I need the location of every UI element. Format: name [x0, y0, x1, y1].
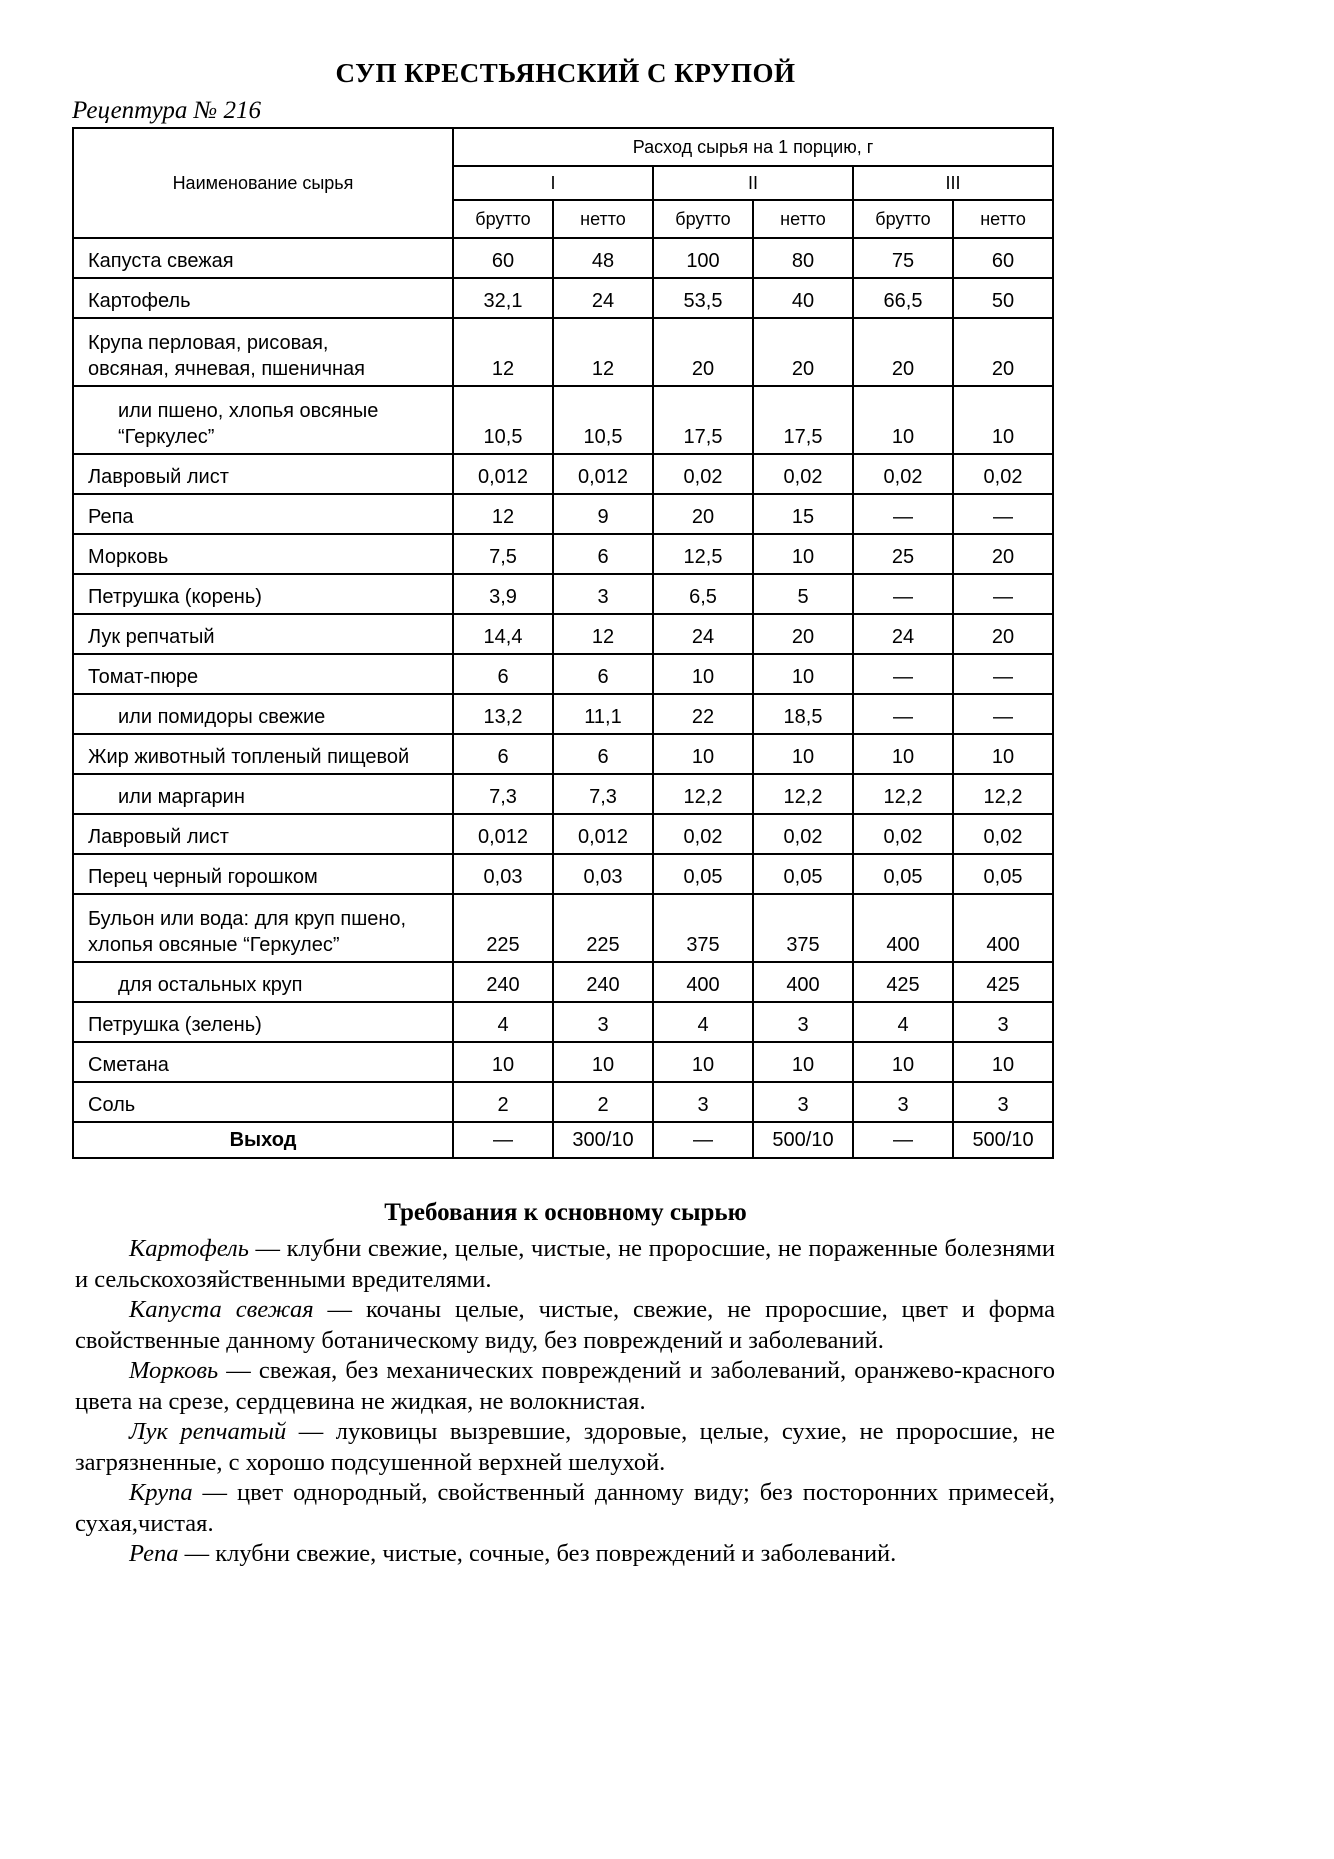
quantity-cell: —	[853, 654, 953, 694]
quantity-cell: 25	[853, 534, 953, 574]
requirement-term: Морковь	[129, 1357, 219, 1384]
quantity-cell: 3	[953, 1082, 1053, 1122]
quantity-cell: 9	[553, 494, 653, 534]
quantity-cell: 0,05	[753, 854, 853, 894]
quantity-cell: 10	[553, 1042, 653, 1082]
ingredient-name: Соль	[73, 1082, 453, 1122]
quantity-cell: 3	[953, 1002, 1053, 1042]
quantity-cell: 10	[653, 734, 753, 774]
quantity-cell: 0,012	[453, 454, 553, 494]
quantity-cell: 10	[753, 534, 853, 574]
quantity-cell: 4	[853, 1002, 953, 1042]
group-header-3: III	[853, 166, 1053, 200]
table-row	[73, 318, 1053, 386]
consumption-header: Расход сырья на 1 порцию, г	[453, 128, 1053, 166]
table-row	[73, 1002, 1053, 1042]
quantity-cell: 10	[853, 1042, 953, 1082]
quantity-cell: 12	[553, 614, 653, 654]
yield-cell: 500/10	[753, 1122, 853, 1158]
quantity-cell: 12,2	[653, 774, 753, 814]
quantity-cell: 10	[753, 654, 853, 694]
requirements-title: Требования к основному сырью	[384, 1199, 747, 1226]
requirement-text: — цвет однородный, свойственный данному виду; без посторонних примесей, сухая,чистая.	[75, 1479, 1055, 1537]
quantity-cell: 2	[553, 1082, 653, 1122]
requirement-paragraph	[75, 1234, 1055, 1295]
quantity-cell: 6	[453, 654, 553, 694]
requirement-text: — клубни свежие, чистые, сочные, без повреждений и заболеваний.	[178, 1540, 897, 1567]
quantity-cell: 0,02	[853, 814, 953, 854]
requirement-text: — луковицы вызревшие, здоровые, целые, сухие, не проросшие, не загрязненные, с хорошо подсушенной верхней шелухой.	[75, 1418, 1055, 1476]
quantity-cell: 12,2	[853, 774, 953, 814]
ingredient-name	[73, 318, 453, 386]
quantity-cell: 0,012	[453, 814, 553, 854]
table-row	[73, 894, 1053, 962]
quantity-cell: 24	[553, 278, 653, 318]
quantity-cell: 7,3	[553, 774, 653, 814]
ingredient-name-line: хлопья овсяные “Геркулес”	[88, 934, 340, 956]
quantity-cell: 0,02	[853, 454, 953, 494]
quantity-cell: 0,03	[553, 854, 653, 894]
ingredient-name-line: овсяная, ячневая, пшеничная	[88, 358, 365, 380]
ingredient-name: Картофель	[73, 278, 453, 318]
quantity-cell: 20	[853, 318, 953, 386]
quantity-cell: 0,02	[753, 454, 853, 494]
ingredient-name: Репа	[73, 494, 453, 534]
quantity-cell: 20	[953, 318, 1053, 386]
quantity-cell: 0,02	[953, 814, 1053, 854]
requirement-paragraph	[75, 1478, 1055, 1539]
quantity-cell: 100	[653, 238, 753, 278]
quantity-cell: 7,3	[453, 774, 553, 814]
ingredient-name	[73, 894, 453, 962]
table-row	[73, 238, 1053, 278]
table-row	[73, 694, 1053, 734]
subheader-net: нетто	[953, 200, 1053, 238]
quantity-cell: —	[953, 494, 1053, 534]
quantity-cell: 0,05	[953, 854, 1053, 894]
quantity-cell: —	[853, 494, 953, 534]
yield-label: Выход	[73, 1122, 453, 1158]
quantity-cell: 22	[653, 694, 753, 734]
quantity-cell: 40	[753, 278, 853, 318]
quantity-cell: 0,05	[653, 854, 753, 894]
table-row	[73, 1042, 1053, 1082]
quantity-cell: 3,9	[453, 574, 553, 614]
quantity-cell: 2	[453, 1082, 553, 1122]
quantity-cell: 3	[553, 1002, 653, 1042]
quantity-cell: 6	[553, 654, 653, 694]
quantity-cell: 10	[953, 386, 1053, 454]
quantity-cell: 0,012	[553, 454, 653, 494]
quantity-cell: 4	[453, 1002, 553, 1042]
quantity-cell: 10	[653, 654, 753, 694]
quantity-cell: 425	[953, 962, 1053, 1002]
group-header-2: II	[653, 166, 853, 200]
quantity-cell: 7,5	[453, 534, 553, 574]
quantity-cell: 20	[753, 614, 853, 654]
ingredient-name: Перец черный горошком	[73, 854, 453, 894]
quantity-cell: 6	[553, 734, 653, 774]
quantity-cell: 14,4	[453, 614, 553, 654]
quantity-cell: 4	[653, 1002, 753, 1042]
quantity-cell: 24	[853, 614, 953, 654]
table-body	[73, 238, 1053, 1158]
ingredient-name	[73, 386, 453, 454]
ingredient-name-line: “Геркулес”	[118, 426, 215, 448]
yield-cell: —	[653, 1122, 753, 1158]
quantity-cell: 10	[953, 734, 1053, 774]
requirement-text: — кочаны целые, чистые, свежие, не проросшие, цвет и форма свойственные данному ботаническому виду, без повреждений и заболеваний.	[75, 1296, 1055, 1354]
yield-cell: —	[453, 1122, 553, 1158]
quantity-cell: 53,5	[653, 278, 753, 318]
quantity-cell: 60	[453, 238, 553, 278]
recipe-table	[72, 127, 1054, 1159]
quantity-cell: 18,5	[753, 694, 853, 734]
quantity-cell: 80	[753, 238, 853, 278]
ingredient-name-line: или пшено, хлопья овсяные	[118, 400, 379, 422]
quantity-cell: 3	[753, 1082, 853, 1122]
quantity-cell: 0,05	[853, 854, 953, 894]
ingredient-name: для остальных круп	[73, 962, 453, 1002]
quantity-cell: —	[953, 694, 1053, 734]
ingredient-name: Томат-пюре	[73, 654, 453, 694]
quantity-cell: 20	[953, 534, 1053, 574]
ingredient-name: Лук репчатый	[73, 614, 453, 654]
quantity-cell: 10,5	[453, 386, 553, 454]
requirements-list	[75, 1234, 1055, 1570]
quantity-cell: —	[853, 574, 953, 614]
quantity-cell: 3	[653, 1082, 753, 1122]
page-title: СУП КРЕСТЬЯНСКИЙ С КРУПОЙ	[335, 58, 796, 88]
yield-cell: 500/10	[953, 1122, 1053, 1158]
table-row	[73, 814, 1053, 854]
quantity-cell: 3	[553, 574, 653, 614]
table-row	[73, 494, 1053, 534]
quantity-cell: 0,02	[753, 814, 853, 854]
quantity-cell: 60	[953, 238, 1053, 278]
yield-cell: 300/10	[553, 1122, 653, 1158]
quantity-cell: 75	[853, 238, 953, 278]
quantity-cell: 3	[753, 1002, 853, 1042]
requirement-text: — клубни свежие, целые, чистые, не проросшие, не пораженные болезнями и сельскохозяйственными вредителями.	[75, 1235, 1055, 1293]
quantity-cell: 12	[553, 318, 653, 386]
quantity-cell: 10	[753, 734, 853, 774]
table-row	[73, 534, 1053, 574]
quantity-cell: 20	[653, 494, 753, 534]
table-row	[73, 454, 1053, 494]
requirement-term: Картофель	[129, 1235, 249, 1262]
quantity-cell: 0,02	[653, 814, 753, 854]
quantity-cell: 20	[753, 318, 853, 386]
subheader-gross: брутто	[453, 200, 553, 238]
quantity-cell: 10	[753, 1042, 853, 1082]
subheader-gross: брутто	[653, 200, 753, 238]
subheader-net: нетто	[753, 200, 853, 238]
table-row	[73, 614, 1053, 654]
quantity-cell: 6	[553, 534, 653, 574]
requirement-term: Капуста свежая	[129, 1296, 314, 1323]
table-row	[73, 962, 1053, 1002]
ingredient-name-line: Крупа перловая, рисовая,	[88, 332, 329, 354]
quantity-cell: 6,5	[653, 574, 753, 614]
quantity-cell: 48	[553, 238, 653, 278]
group-header-1: I	[453, 166, 653, 200]
quantity-cell: 24	[653, 614, 753, 654]
quantity-cell: 10	[653, 1042, 753, 1082]
requirement-text: — свежая, без механических повреждений и заболеваний, оранжево-красного цвета на срезе, сердцевина не жидкая, не волокнистая.	[75, 1357, 1055, 1415]
subheader-net: нетто	[553, 200, 653, 238]
quantity-cell: 425	[853, 962, 953, 1002]
ingredient-name: Лавровый лист	[73, 814, 453, 854]
table-row	[73, 734, 1053, 774]
ingredient-name: Сметана	[73, 1042, 453, 1082]
ingredient-name: или помидоры свежие	[73, 694, 453, 734]
quantity-cell: 375	[753, 894, 853, 962]
yield-cell: —	[853, 1122, 953, 1158]
table-row	[73, 654, 1053, 694]
quantity-cell: 3	[853, 1082, 953, 1122]
ingredient-name: Капуста свежая	[73, 238, 453, 278]
quantity-cell: 12,2	[753, 774, 853, 814]
ingredient-name: или маргарин	[73, 774, 453, 814]
quantity-cell: 12	[453, 494, 553, 534]
quantity-cell: 400	[953, 894, 1053, 962]
quantity-cell: 400	[753, 962, 853, 1002]
ingredient-name: Петрушка (корень)	[73, 574, 453, 614]
quantity-cell: 240	[553, 962, 653, 1002]
requirement-term: Репа	[129, 1540, 179, 1567]
quantity-cell: 10	[853, 386, 953, 454]
quantity-cell: 66,5	[853, 278, 953, 318]
quantity-cell: —	[953, 574, 1053, 614]
quantity-cell: 11,1	[553, 694, 653, 734]
quantity-cell: 375	[653, 894, 753, 962]
quantity-cell: 15	[753, 494, 853, 534]
quantity-cell: 10	[853, 734, 953, 774]
quantity-cell: 0,02	[953, 454, 1053, 494]
quantity-cell: 6	[453, 734, 553, 774]
requirement-term: Лук репчатый	[129, 1418, 287, 1445]
ingredient-name: Морковь	[73, 534, 453, 574]
subheader-gross: брутто	[853, 200, 953, 238]
quantity-cell: 12,2	[953, 774, 1053, 814]
quantity-cell: 240	[453, 962, 553, 1002]
quantity-cell: 400	[653, 962, 753, 1002]
quantity-cell: 0,03	[453, 854, 553, 894]
quantity-cell: 12	[453, 318, 553, 386]
table-row	[73, 1082, 1053, 1122]
requirement-paragraph	[75, 1417, 1055, 1478]
yield-row	[73, 1122, 1053, 1158]
name-column-header: Наименование сырья	[73, 128, 453, 238]
quantity-cell: 225	[453, 894, 553, 962]
quantity-cell: 50	[953, 278, 1053, 318]
quantity-cell: 225	[553, 894, 653, 962]
recipe-number: Рецептура № 216	[72, 97, 261, 124]
table-row	[73, 574, 1053, 614]
quantity-cell: 10	[953, 1042, 1053, 1082]
quantity-cell: 20	[653, 318, 753, 386]
quantity-cell: 0,02	[653, 454, 753, 494]
ingredient-name: Петрушка (зелень)	[73, 1002, 453, 1042]
table-row	[73, 386, 1053, 454]
requirement-paragraph	[75, 1356, 1055, 1417]
quantity-cell: 17,5	[753, 386, 853, 454]
requirement-paragraph	[75, 1539, 1055, 1570]
quantity-cell: 10,5	[553, 386, 653, 454]
quantity-cell: —	[953, 654, 1053, 694]
quantity-cell: —	[853, 694, 953, 734]
quantity-cell: 0,012	[553, 814, 653, 854]
table-row	[73, 278, 1053, 318]
table-row	[73, 774, 1053, 814]
quantity-cell: 400	[853, 894, 953, 962]
requirement-paragraph	[75, 1295, 1055, 1356]
ingredient-name: Жир животный топленый пищевой	[73, 734, 453, 774]
table-row	[73, 854, 1053, 894]
quantity-cell: 17,5	[653, 386, 753, 454]
ingredient-name-line: Бульон или вода: для круп пшено,	[88, 908, 407, 930]
ingredient-name: Лавровый лист	[73, 454, 453, 494]
quantity-cell: 13,2	[453, 694, 553, 734]
quantity-cell: 12,5	[653, 534, 753, 574]
requirement-term: Крупа	[129, 1479, 193, 1506]
quantity-cell: 5	[753, 574, 853, 614]
quantity-cell: 32,1	[453, 278, 553, 318]
quantity-cell: 10	[453, 1042, 553, 1082]
quantity-cell: 20	[953, 614, 1053, 654]
